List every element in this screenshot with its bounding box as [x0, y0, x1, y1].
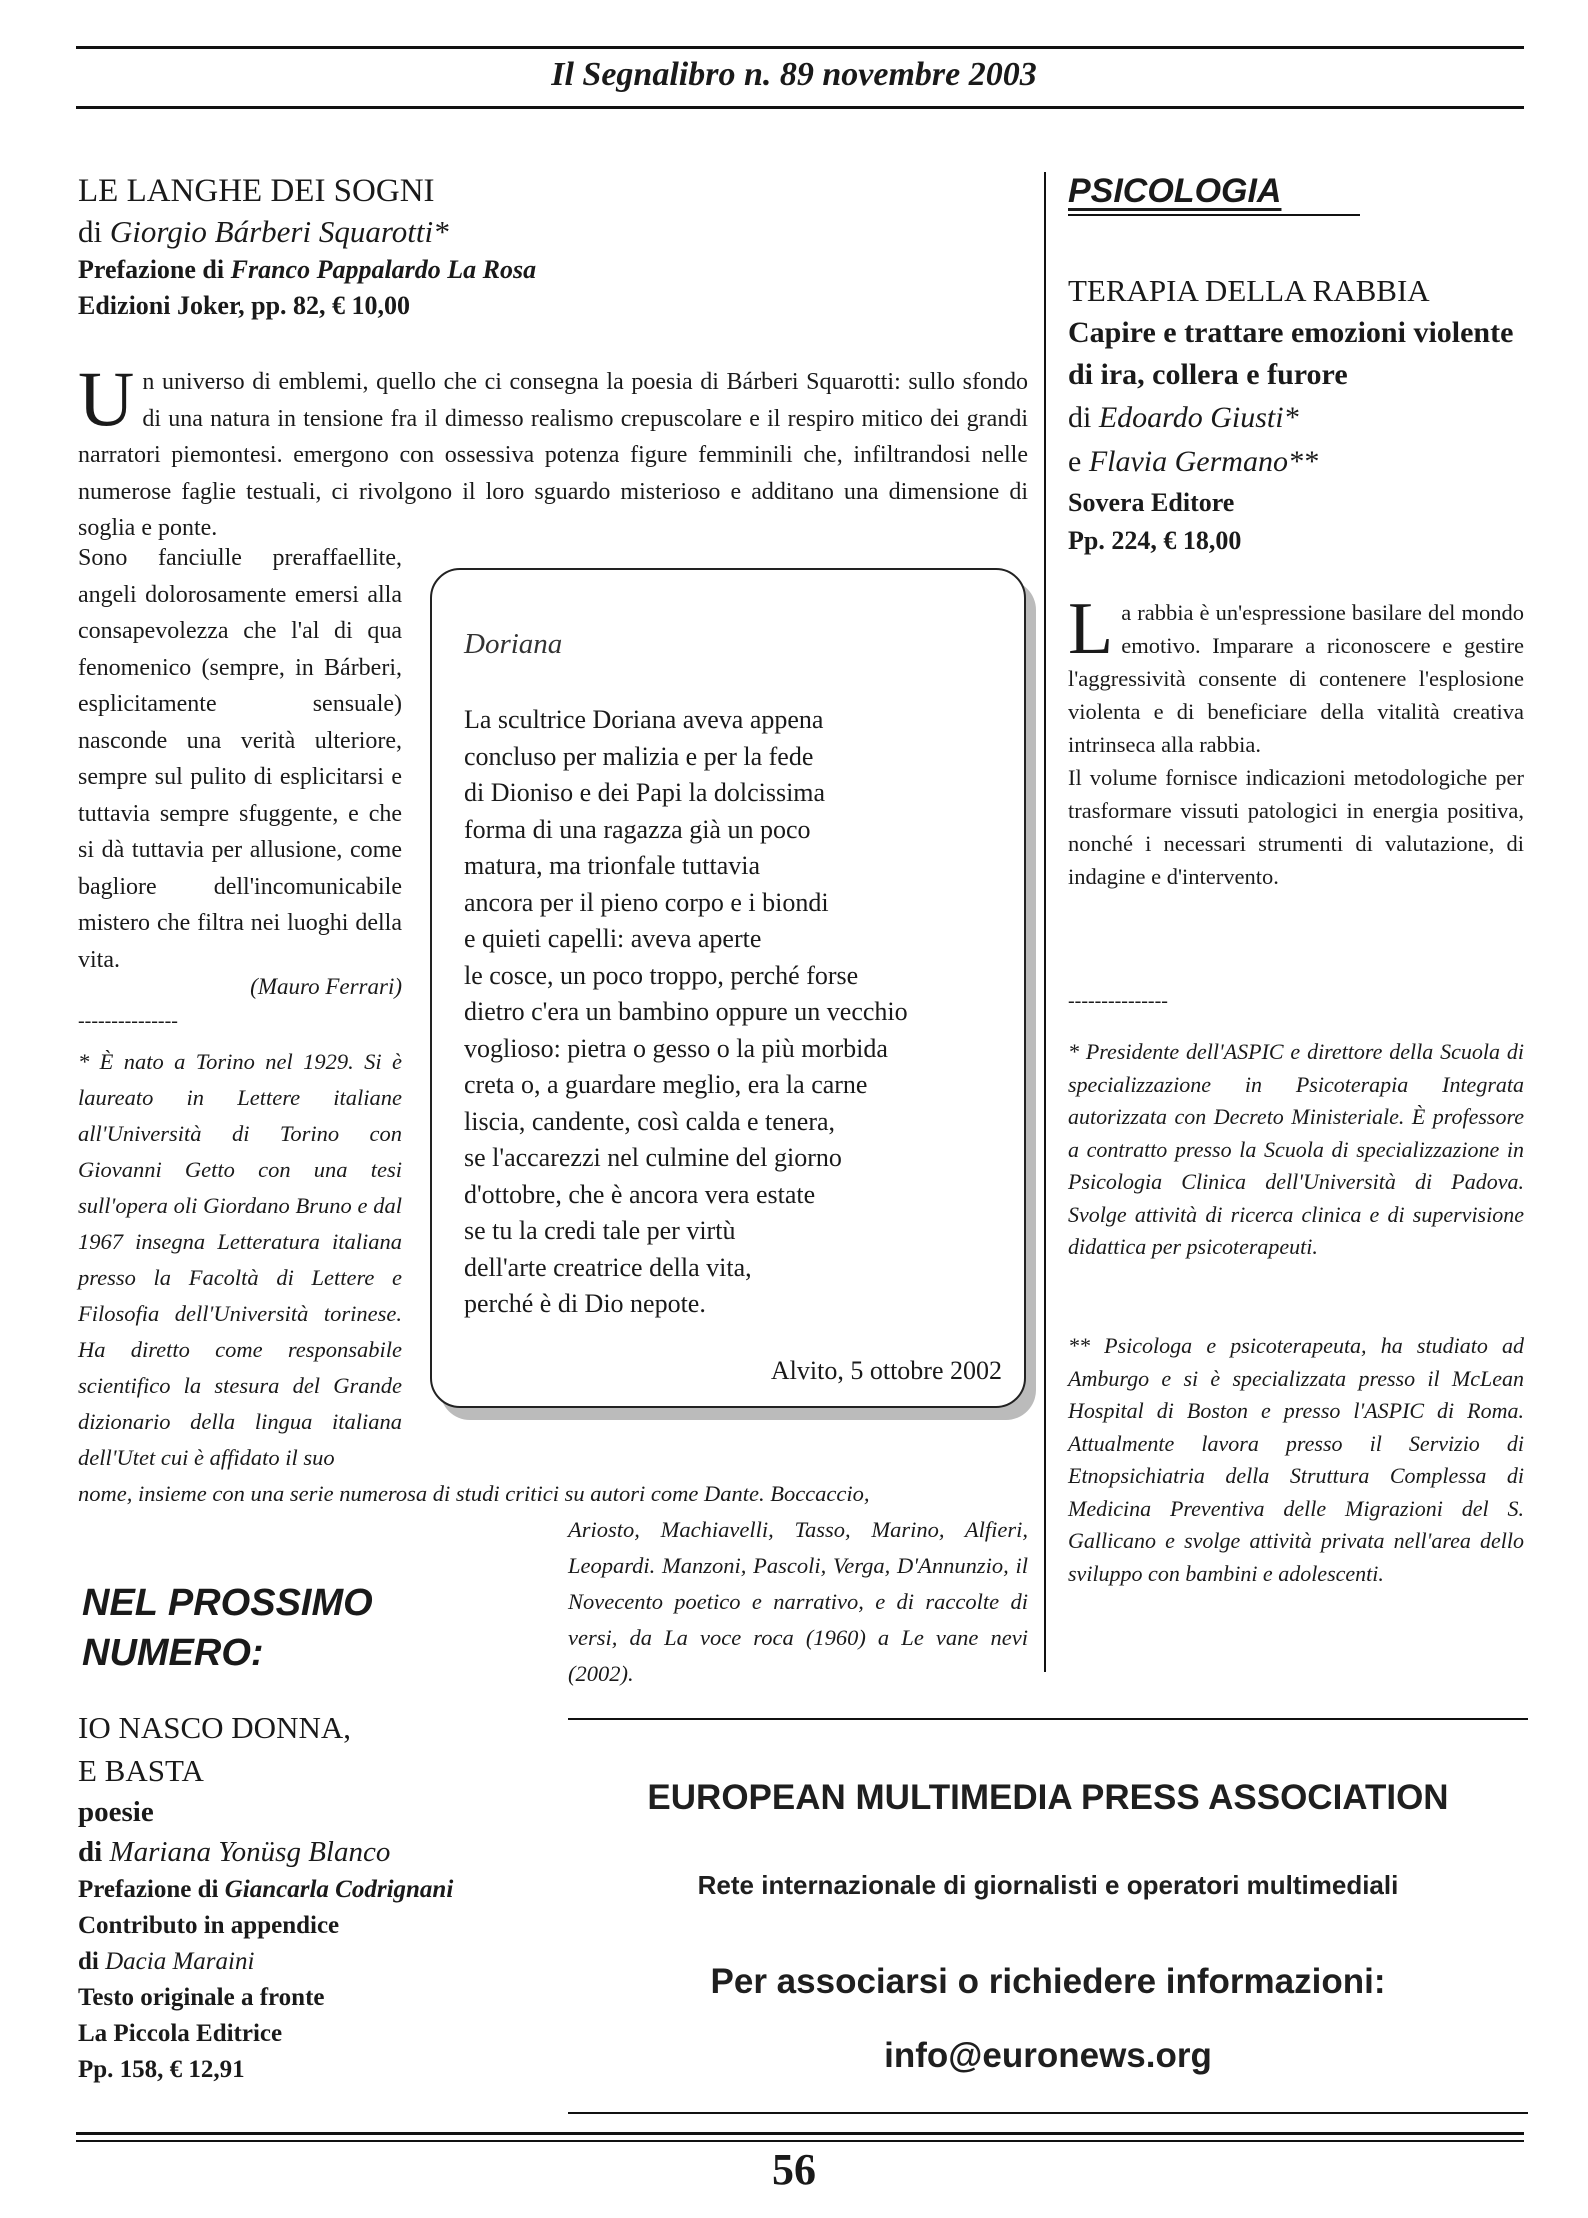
ad-bottom-rule — [568, 2112, 1528, 2114]
poem-place-date: Alvito, 5 ottobre 2002 — [770, 1356, 1002, 1385]
review2-author2-line — [1068, 440, 1538, 484]
poem-line: ancora per il pieno corpo e i biondi — [464, 887, 829, 917]
review1-divider: --------------- — [78, 1010, 178, 1032]
review2-author1-prefix: di — [1068, 401, 1099, 434]
review2-publisher: Sovera Editore — [1068, 488, 1235, 517]
review2-author1: Edoardo Giusti* — [1098, 401, 1299, 434]
review1-preface-prefix: Prefazione di — [78, 255, 231, 284]
next-issue-preface-prefix: Prefazione di — [78, 1876, 225, 1903]
review2-dropcap: L — [1068, 588, 1114, 670]
ad-cta: Per associarsi o richiedere informazioni: — [710, 1962, 1386, 2001]
poem-line: matura, ma trionfale tuttavia — [464, 851, 760, 880]
next-issue-preface-author: Giancarla Codrignani — [224, 1876, 454, 1903]
poem-line: le cosce, un poco troppo, perché forse — [464, 960, 859, 990]
poem-box — [430, 568, 1026, 1408]
next-issue-original-text: Testo originale a fronte — [78, 1984, 325, 2011]
masthead-title: Il Segnalibro n. 89 novembre 2003 — [551, 56, 1037, 93]
footer-rule-1 — [76, 2132, 1524, 2135]
page-number: 56 — [772, 2145, 816, 2194]
review1-continuation: Sono fanciulle preraffaellite, angeli dolorosamente emersi alla consapevolezza che l'al di qua fenomenico (sempre, in Bárberi, esplicitamente sensuale) nasconde una verità ulteriore, sempre sul pulito di esplicitarsi e tuttavia sempre sfuggente, e che si dà tuttavia per allusione, come bagliore dell'incomunicabile mistero che filtra nei luoghi della vita. — [78, 545, 402, 973]
poem-line: dell'arte creatrice della vita, — [464, 1252, 752, 1282]
review2-header — [1068, 270, 1538, 560]
review2-author2: Flavia Germano** — [1088, 445, 1318, 478]
masthead-top-rule — [76, 46, 1524, 49]
next-issue-preface-line — [78, 1872, 568, 1908]
ad-tagline: Rete internazionale di giornalisti e operatori multimediali — [697, 1870, 1399, 1900]
column-divider — [1044, 172, 1046, 1672]
next-issue-contribution: Contributo in appendice — [78, 1912, 340, 1939]
footer-rule-2 — [76, 2140, 1524, 2142]
ad-email[interactable]: info@euronews.org — [884, 2036, 1212, 2075]
review1-author-line — [78, 212, 1018, 252]
poem-title: Doriana — [464, 628, 563, 660]
next-issue-pages-price: Pp. 158, € 12,91 — [78, 2056, 245, 2083]
review2-note1: * Presidente dell'ASPIC e direttore della Scuola di specializzazione in Psicoterapia Integrata autorizzata con Decreto Ministeriale. È professore a contratto presso la Scuola di specializzazione in Psicologia Clinica dell'Università di Padova. Svolge attività di ricerca clinica e di supervisione didattica per psicoterapeuti. — [1068, 1039, 1524, 1259]
next-issue-author-line — [78, 1832, 568, 1872]
next-issue-heading — [82, 1578, 373, 1678]
poem-line: se tu la credi tale per virtù — [464, 1216, 736, 1245]
review1-footnote-end: Ariosto, Machiavelli, Tasso, Marino, Alfieri, Leopardi. Manzoni, Pascoli, Verga, D'Annunzio, il Novecento poetico e narrativo, e di raccolte di versi, da La voce roca (1960) a Le vane nevi (2002). — [568, 1517, 1028, 1686]
review2-pages-price: Pp. 224, € 18,00 — [1068, 526, 1242, 555]
review1-author: Giorgio Bárberi Squarotti* — [109, 214, 449, 249]
poem-line: liscia, candente, così calda e tenera, — [464, 1106, 836, 1136]
review1-footnote: * È nato a Torino nel 1929. Si è laureato in Lettere italiane all'Università di Torino con Giovanni Getto con una tesi sull'opera oli Giordano Bruno e dal 1967 insegna Letteratura italiana presso la Facoltà di Lettere e Filosofia dell'Università torinese. Ha diretto come responsabile scientifico la stesura del Grande dizionario della lingua italiana dell'Utet cui è affidato il suo — [78, 1049, 402, 1470]
review2-text2: Il volume fornisce indicazioni metodologiche per trasformare vissuti patologici in energia positiva, nonché i necessari strumenti di valutazione, di indagine e d'intervento. — [1068, 765, 1524, 889]
poem-line: creta o, a guardare meglio, era la carne — [464, 1070, 868, 1099]
ad-top-rule — [568, 1718, 1528, 1720]
review1-footnote-cont: nome, insieme con una serie numerosa di studi critici su autori come Dante. Boccaccio, — [78, 1481, 870, 1506]
review1-intro — [78, 355, 1028, 547]
review2-body — [1068, 588, 1524, 893]
poem-line: forma di una ragazza già un poco — [464, 814, 811, 844]
review2-title: TERAPIA DELLA RABBIA — [1068, 273, 1430, 308]
poem-line: d'ottobre, che è ancora vera estate — [464, 1179, 816, 1209]
next-issue-genre: poesie — [78, 1796, 154, 1828]
review1-author-prefix: di — [78, 214, 110, 249]
review2-note2: ** Psicologa e psicoterapeuta, ha studiato ad Amburgo e si è specializzata presso il McLean Hospital di Boston e presso l'ASPIC di Roma. Attualmente lavora presso il Servizio di Etnopsichiatria della Struttura Complessa di Medicina Preventiva delle Migrazioni del S. Gallicano e svolge attività privata nell'area dello sviluppo con bambini e adolescenti. — [1068, 1333, 1524, 1586]
next-issue-author: Mariana Yonüsg Blanco — [109, 1836, 391, 1868]
poem-line: perché è di Dio nepote. — [464, 1289, 706, 1318]
section-underline — [1068, 214, 1360, 216]
next-issue-contrib-prefix: di — [78, 1948, 106, 1975]
poem-line: La scultrice Doriana aveva appena — [464, 705, 824, 734]
poem-line: di Dioniso e dei Papi la dolcissima — [464, 778, 826, 807]
review2-text1: a rabbia è un'espressione basilare del mondo emotivo. Imparare a riconoscere e gestire l'aggressività consente di contenere l'esplosione violenta e di beneficiare della vitalità creativa intrinseca alla rabbia. — [1068, 600, 1524, 757]
review2-author1-line — [1068, 396, 1538, 440]
review1-intro-text: n universo di emblemi, quello che ci consegna la poesia di Bárberi Squarotti: sullo sfondo di una natura in tensione fra il dimesso realismo crepuscolare e il respiro mitico dei grandi narratori piemontesi. emergono con ossessiva potenza figure femminili che, infiltrandosi nelle numerose faglie testuali, ci rivolgono il loro sguardo misterioso e additano una dimensione di soglia e ponte. — [78, 369, 1028, 541]
poem-line: concluso per malizia e per la fede — [464, 741, 814, 771]
next-issue-title1: IO NASCO DONNA, — [78, 1710, 351, 1745]
review2-author2-prefix: e — [1068, 445, 1089, 478]
next-issue-heading-line2: NUMERO: — [82, 1632, 264, 1674]
section-title: PSICOLOGIA — [1068, 172, 1282, 210]
poem-line: dietro c'era un bambino oppure un vecchio — [464, 997, 908, 1026]
review1-signature: (Mauro Ferrari) — [250, 974, 402, 999]
review1-header — [78, 170, 1018, 324]
next-issue-contrib-line — [78, 1944, 568, 1980]
review1-title: LE LANGHE DEI SOGNI — [78, 173, 435, 209]
next-issue-heading-line1: NEL PROSSIMO — [82, 1582, 373, 1624]
next-issue-publisher: La Piccola Editrice — [78, 2020, 283, 2047]
poem-lines — [464, 702, 1024, 1323]
review1-preface-author: Franco Pappalardo La Rosa — [230, 255, 537, 284]
next-issue-author-prefix: di — [78, 1836, 110, 1868]
next-issue-details — [78, 1706, 568, 2088]
ad-org-name: EUROPEAN MULTIMEDIA PRESS ASSOCIATION — [647, 1778, 1449, 1817]
poem-line: se l'accarezzi nel culmine del giorno — [464, 1143, 842, 1172]
masthead-bottom-rule — [76, 106, 1524, 109]
poem-line: voglioso: pietra o gesso o la più morbida — [464, 1033, 888, 1063]
review1-dropcap: U — [78, 355, 135, 442]
review2-subtitle: Capire e trattare emozioni violente di ira, collera e furore — [1068, 316, 1514, 391]
review1-publisher: Edizioni Joker, pp. 82, € 10,00 — [78, 291, 411, 320]
poem-line: e quieti capelli: aveva aperte — [464, 924, 762, 953]
next-issue-title2: E BASTA — [78, 1753, 204, 1788]
next-issue-contrib-author: Dacia Maraini — [105, 1948, 255, 1975]
review2-divider: --------------- — [1068, 990, 1168, 1012]
review1-preface-line — [78, 252, 1018, 288]
